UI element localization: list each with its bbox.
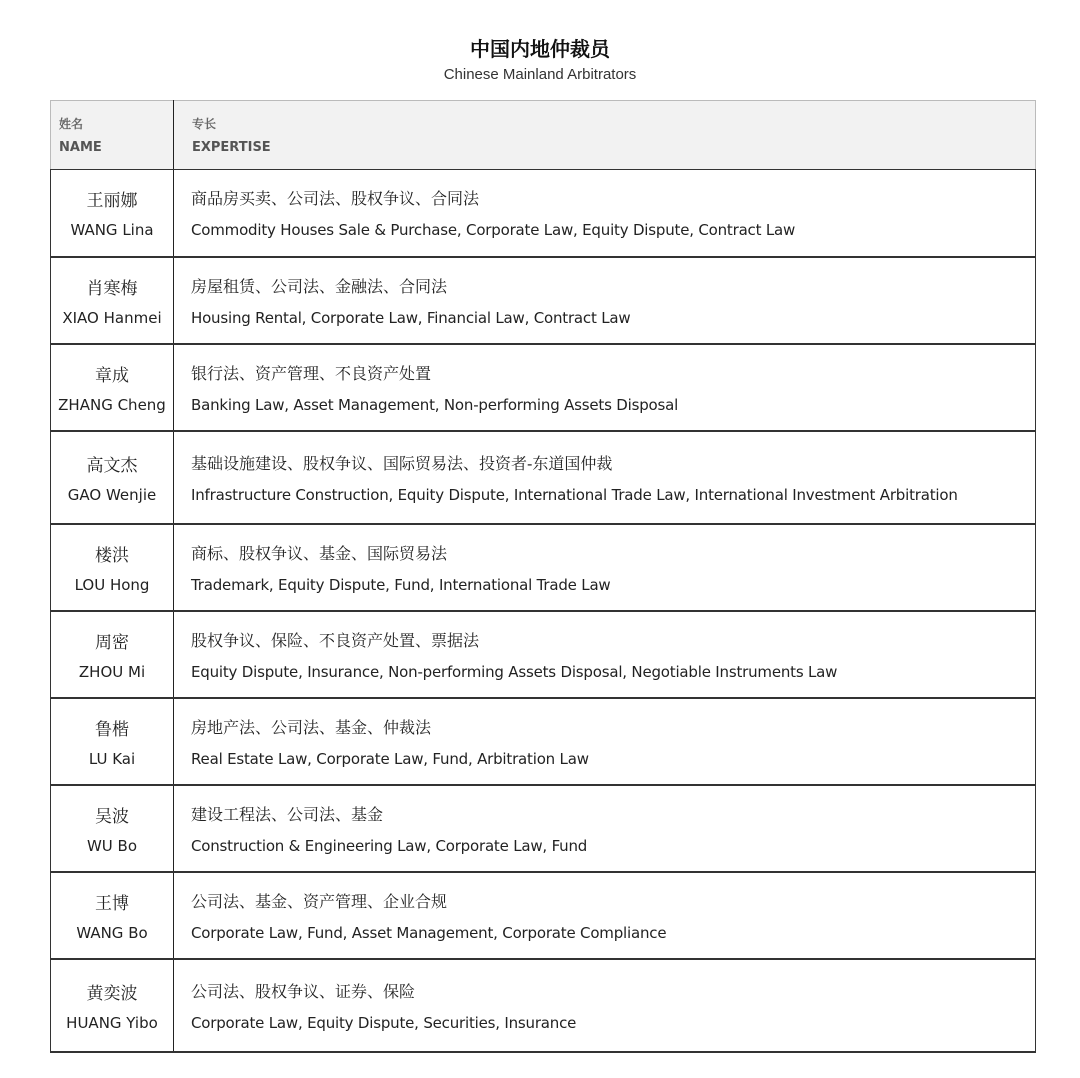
expertise-zh: 银行法、资产管理、不良资产处置 bbox=[191, 363, 432, 383]
name-zh: 黄奕波 bbox=[86, 983, 138, 1004]
expertise-en: Banking Law, Asset Management, Non-performing Assets Disposal bbox=[191, 395, 679, 414]
expertise-en: Corporate Law, Fund, Asset Management, Corporate Compliance bbox=[191, 923, 667, 942]
expertise-zh: 房地产法、公司法、基金、仲裁法 bbox=[191, 717, 432, 737]
expertise-en: Corporate Law, Equity Dispute, Securities, Insurance bbox=[191, 1013, 577, 1032]
table-row bbox=[51, 872, 1036, 959]
name-en: LU Kai bbox=[88, 749, 136, 768]
name-en: WU Bo bbox=[86, 836, 138, 855]
expertise-cell bbox=[174, 257, 1036, 344]
header-row bbox=[51, 101, 1036, 170]
name-cell bbox=[51, 170, 174, 257]
column-header-name-zh: 姓名 bbox=[59, 117, 84, 131]
page-title: 中国内地仲裁员 bbox=[470, 37, 610, 61]
expertise-cell bbox=[174, 431, 1036, 524]
name-zh: 肖寒梅 bbox=[86, 278, 138, 299]
expertise-zh: 股权争议、保险、不良资产处置、票据法 bbox=[191, 630, 480, 650]
name-en: WANG Bo bbox=[76, 923, 148, 942]
name-en: XIAO Hanmei bbox=[62, 308, 162, 327]
name-zh: 王博 bbox=[95, 893, 129, 914]
column-header-expertise bbox=[174, 101, 1036, 170]
table-row bbox=[51, 344, 1036, 431]
expertise-cell bbox=[174, 611, 1036, 698]
expertise-en: Equity Dispute, Insurance, Non-performing Assets Disposal, Negotiable Instruments Law bbox=[191, 662, 838, 681]
table-row bbox=[51, 959, 1036, 1052]
column-header-expertise-zh: 专长 bbox=[192, 117, 217, 131]
expertise-zh: 公司法、基金、资产管理、企业合规 bbox=[191, 891, 448, 911]
name-cell bbox=[51, 431, 174, 524]
table-row bbox=[51, 611, 1036, 698]
expertise-zh: 商标、股权争议、基金、国际贸易法 bbox=[191, 543, 448, 563]
expertise-cell bbox=[174, 170, 1036, 257]
expertise-en: Construction & Engineering Law, Corporate Law, Fund bbox=[191, 836, 588, 855]
name-en: LOU Hong bbox=[74, 575, 150, 594]
column-header-expertise-en: EXPERTISE bbox=[192, 140, 271, 155]
expertise-cell bbox=[174, 872, 1036, 959]
expertise-en: Commodity Houses Sale & Purchase, Corporate Law, Equity Dispute, Contract Law bbox=[191, 221, 796, 240]
name-cell bbox=[51, 257, 174, 344]
expertise-en: Trademark, Equity Dispute, Fund, International Trade Law bbox=[191, 575, 611, 594]
name-en: GAO Wenjie bbox=[67, 485, 157, 504]
expertise-en: Housing Rental, Corporate Law, Financial Law, Contract Law bbox=[191, 308, 631, 327]
table-row bbox=[51, 524, 1036, 611]
name-zh: 高文杰 bbox=[86, 455, 138, 476]
table-row bbox=[51, 431, 1036, 524]
expertise-zh: 房屋租赁、公司法、金融法、合同法 bbox=[191, 276, 448, 296]
column-header-name-en: NAME bbox=[59, 140, 102, 155]
table-body bbox=[51, 170, 1036, 1052]
name-zh: 鲁楷 bbox=[95, 719, 129, 740]
name-cell bbox=[51, 959, 174, 1052]
name-en: ZHANG Cheng bbox=[58, 395, 166, 414]
name-zh: 楼洪 bbox=[95, 545, 129, 566]
expertise-zh: 公司法、股权争议、证券、保险 bbox=[191, 981, 416, 1001]
name-cell bbox=[51, 344, 174, 431]
name-cell bbox=[51, 524, 174, 611]
expertise-cell bbox=[174, 959, 1036, 1052]
table-row bbox=[51, 257, 1036, 344]
expertise-en: Real Estate Law, Corporate Law, Fund, Arbitration Law bbox=[191, 749, 589, 768]
name-en: HUANG Yibo bbox=[66, 1013, 158, 1032]
name-zh: 王丽娜 bbox=[86, 191, 138, 212]
expertise-zh: 建设工程法、公司法、基金 bbox=[191, 804, 384, 824]
name-cell bbox=[51, 785, 174, 872]
name-zh: 章成 bbox=[95, 365, 129, 386]
expertise-cell bbox=[174, 524, 1036, 611]
name-cell bbox=[51, 872, 174, 959]
name-cell bbox=[51, 611, 174, 698]
expertise-en: Infrastructure Construction, Equity Dispute, International Trade Law, International Investment Arbitration bbox=[191, 485, 958, 504]
table-row bbox=[51, 698, 1036, 785]
name-zh: 吴波 bbox=[95, 806, 129, 827]
table-row bbox=[51, 785, 1036, 872]
expertise-cell bbox=[174, 785, 1036, 872]
expertise-zh: 商品房买卖、公司法、股权争议、合同法 bbox=[191, 189, 480, 209]
page-subtitle: Chinese Mainland Arbitrators bbox=[443, 66, 637, 83]
arbitrators-table bbox=[50, 100, 1036, 1053]
name-en: ZHOU Mi bbox=[78, 662, 146, 681]
name-cell bbox=[51, 698, 174, 785]
name-zh: 周密 bbox=[95, 632, 129, 653]
column-header-name bbox=[51, 101, 174, 170]
table-row bbox=[51, 170, 1036, 257]
name-en: WANG Lina bbox=[70, 221, 154, 240]
expertise-cell bbox=[174, 344, 1036, 431]
table-header bbox=[51, 101, 1036, 170]
expertise-cell bbox=[174, 698, 1036, 785]
expertise-zh: 基础设施建设、股权争议、国际贸易法、投资者-东道国仲裁 bbox=[191, 453, 613, 473]
